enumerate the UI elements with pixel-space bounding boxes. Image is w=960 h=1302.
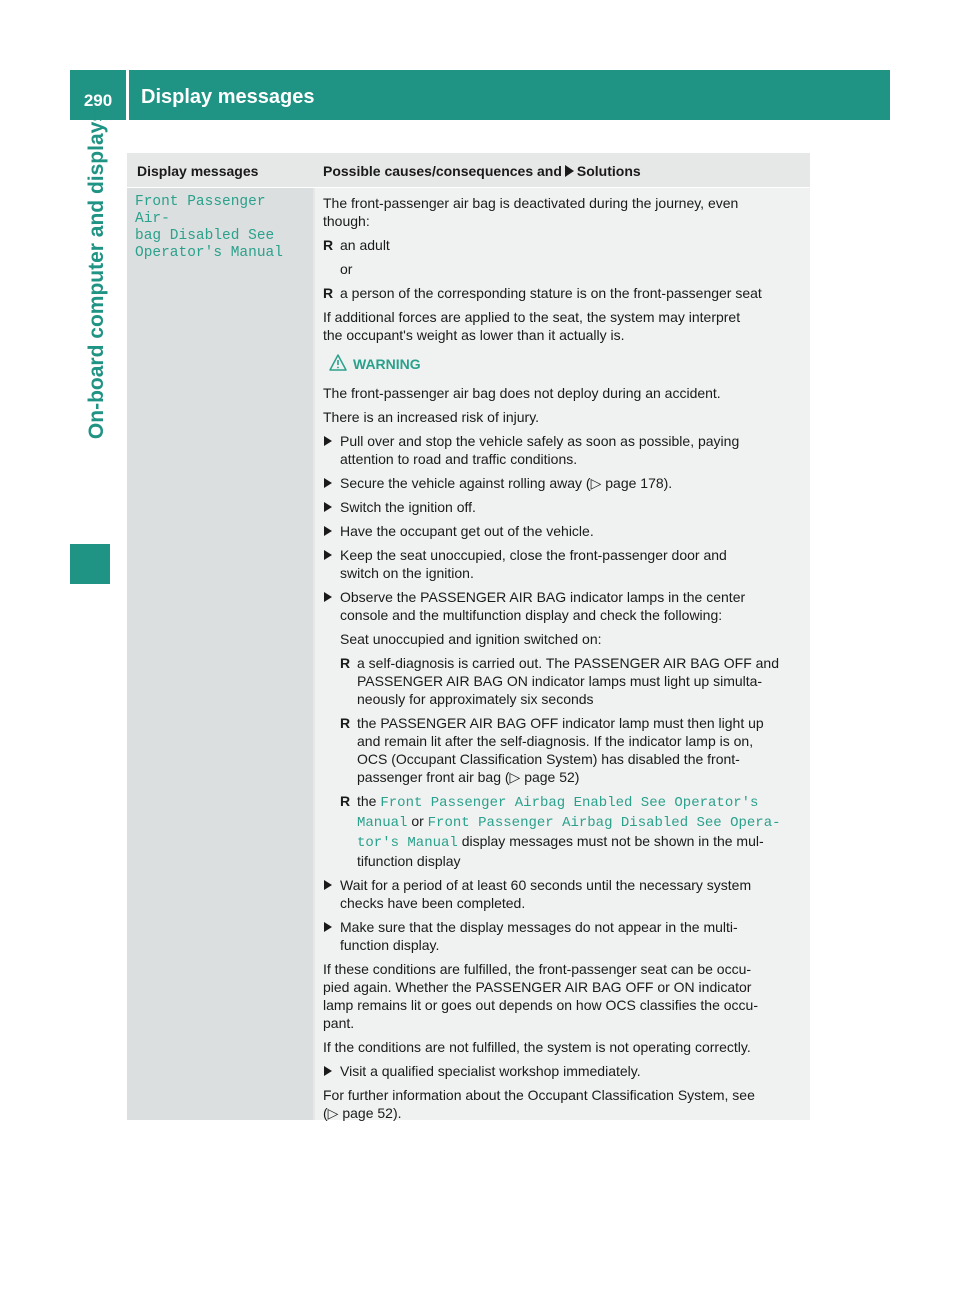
text-line: OCS (Occupant Classification System) has disabled the front- [357,751,740,767]
sub-list-item [323,714,803,786]
text-line: though: [323,213,370,229]
text-line: attention to road and traffic conditions. [340,451,578,467]
page-ref-link[interactable]: page 178). [605,475,673,491]
page-ref-icon: ▷ [327,1105,339,1121]
text-line: PASSENGER AIR BAG ON indicator lamps must light up simulta- [357,673,763,689]
list-item [323,284,803,302]
display-message-line: Front Passenger Air- [135,194,266,227]
display-message [135,194,309,262]
display-message-reference: tor's Manual [357,835,458,851]
display-message-reference: Front Passenger Airbag Enabled See Operator's [380,795,759,811]
text-line: console and the multifunction display and check the following: [340,607,723,623]
text-line: For further information about the Occupant Classification System, see [323,1087,755,1103]
section-tab-marker [70,544,110,584]
intro-text [323,194,803,230]
text-line: display messages must not be shown in the mul- [461,833,764,849]
solution-content [323,194,803,1128]
step-item: Visit a qualified specialist workshop immediately. [323,1062,803,1080]
page-ref-link[interactable]: page 52). [342,1105,402,1121]
page-number: 290 [70,70,126,120]
text-line: The front-passenger air bag is deactivated during the journey, even [323,195,739,211]
column-header-causes-text: Possible causes/consequences and [323,163,562,179]
page-header [129,70,890,120]
text-line: the occupant's weight as lower than it actually is. [323,327,625,343]
text-line: pied again. Whether the PASSENGER AIR BAG OFF or ON indicator [323,979,752,995]
display-message-line: bag Disabled See [135,228,275,244]
text-line: and remain lit after the self-diagnosis. If the indicator lamp is on, [357,733,754,749]
additional-text [323,308,803,344]
solution-arrow-icon [565,165,574,177]
text-line: function display. [340,937,440,953]
display-message-reference: Front Passenger Airbag Disabled See Opera- [427,815,781,831]
text-line: If these conditions are fulfilled, the front-passenger seat can be occu- [323,961,752,977]
section-tab-label: On-board computer and displays [85,110,108,440]
or-text: or [340,261,353,277]
text-line: checks have been completed. [340,895,526,911]
bullet-icon: R [340,793,351,809]
bullet-icon: R [323,285,334,301]
solution-cell [315,188,810,1120]
sub-list-item [323,792,803,870]
text-line: a self-diagnosis is carried out. The PASSENGER AIR BAG OFF and [357,655,779,671]
step-item [323,918,803,954]
step-item: Switch the ignition off. [323,498,803,516]
warning-heading [323,354,803,374]
table-header [127,153,810,187]
text-line: tifunction display [357,853,461,869]
bullet-icon: R [323,237,334,253]
step-item: Have the occupant get out of the vehicle. [323,522,803,540]
text-line: an adult [340,237,390,253]
text-line: or [411,813,424,829]
fulfilled-text [323,960,803,1032]
warning-triangle-icon [329,354,347,371]
warning-text: The front-passenger air bag does not deploy during an accident. [323,385,721,401]
text-line: Pull over and stop the vehicle safely as soon as possible, paying [340,433,740,449]
step-item [323,432,803,468]
page-ref-link[interactable]: page 52) [524,769,580,785]
text-line: If additional forces are applied to the seat, the system may interpret [323,309,741,325]
text-line: pant. [323,1015,355,1031]
column-header-messages: Display messages [137,163,259,179]
text-line: the [357,793,377,809]
seat-text: Seat unoccupied and ignition switched on: [340,631,602,647]
text-line: ( [323,1105,328,1121]
text-line: a person of the corresponding stature is on the front-passenger seat [340,285,762,301]
message-cell [127,188,313,1120]
step-item [323,546,803,582]
page-ref-icon: ▷ [590,475,602,491]
text-line: Observe the PASSENGER AIR BAG indicator lamps in the center [340,589,746,605]
step-item [323,876,803,912]
display-message-line: Operator's Manual [135,245,283,261]
table-row [127,188,810,1120]
step-item [323,588,803,624]
not-fulfilled-text: If the conditions are not fulfilled, the system is not operating correctly. [323,1039,751,1055]
text-line: Make sure that the display messages do not appear in the multi- [340,919,738,935]
text-line: Wait for a period of at least 60 seconds until the necessary system [340,877,752,893]
text-line: lamp remains lit or goes out depends on how OCS classifies the occu- [323,997,758,1013]
page-title: Display messages [141,86,315,108]
further-info-text [323,1086,803,1122]
text-line: Keep the seat unoccupied, close the front-passenger door and [340,547,727,563]
display-message-reference: Manual [357,815,408,831]
column-header-solutions-text: Solutions [576,163,641,179]
text-line: the PASSENGER AIR BAG OFF indicator lamp must then light up [357,715,764,731]
text-line: switch on the ignition. [340,565,474,581]
bullet-icon: R [340,655,351,671]
step-item [323,474,803,492]
text-line: Secure the vehicle against rolling away ( [340,475,591,491]
bullet-icon: R [340,715,351,731]
column-header-causes [323,163,641,183]
text-line: neously for approximately six seconds [357,691,594,707]
warning-label: WARNING [353,356,421,372]
text-line: passenger front air bag ( [357,769,510,785]
page-ref-icon: ▷ [509,769,521,785]
risk-text: There is an increased risk of injury. [323,409,540,425]
sub-list-item [323,654,803,708]
list-item [323,236,803,254]
